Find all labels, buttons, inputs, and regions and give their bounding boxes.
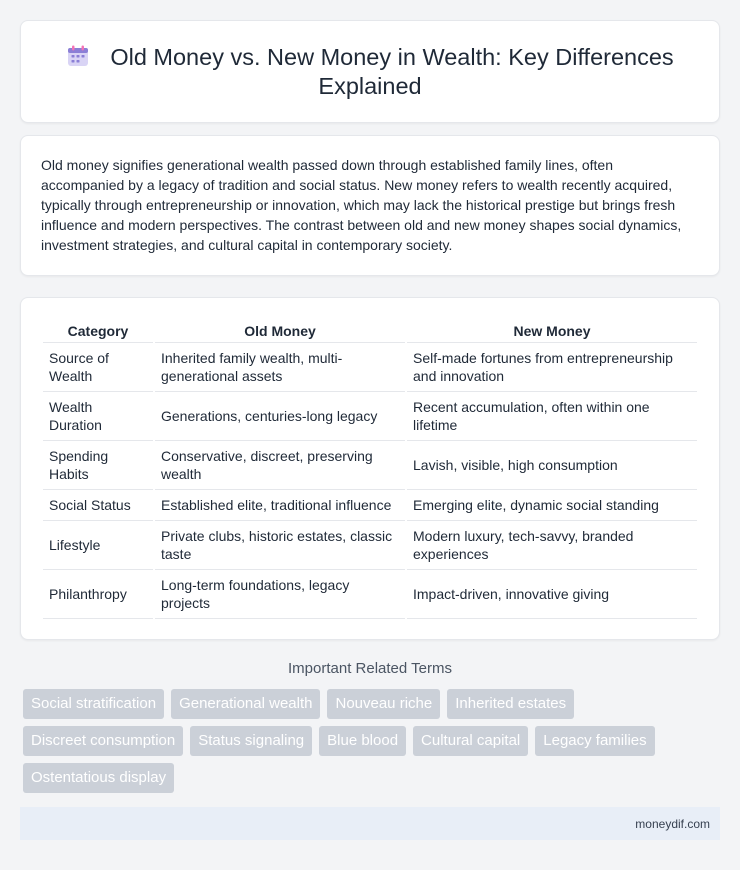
cell-new-money: Self-made fortunes from entrepreneurship and innovation (407, 343, 697, 392)
page-title-text: Old Money vs. New Money in Wealth: Key Differences Explained (110, 43, 674, 99)
cell-new-money: Recent accumulation, often within one lifetime (407, 392, 697, 441)
cell-category: Wealth Duration (43, 392, 153, 441)
term-chip-cultural-capital[interactable]: Cultural capital (413, 726, 528, 756)
related-terms-list (20, 689, 720, 793)
term-chip-status-signaling[interactable]: Status signaling (190, 726, 312, 756)
title-card (20, 20, 720, 123)
intro-card (20, 135, 720, 276)
footer (20, 807, 720, 840)
related-terms-section (20, 640, 720, 793)
header-old-money: Old Money (155, 318, 405, 343)
term-chip-social-stratification[interactable]: Social stratification (23, 689, 164, 719)
table-row (43, 521, 697, 570)
term-chip-discreet-consumption[interactable]: Discreet consumption (23, 726, 183, 756)
intro-paragraph: Old money signifies generational wealth passed down through established family lines, often accompanied by a legacy of tradition and social status. New money refers to wealth recently acquired, typically through entrepreneurship or innovation, which may lack the historical prestige but brings fresh influence and modern perspectives. The contrast between old and new money shapes social dynamics, investment strategies, and cultural capital in contemporary society. (41, 157, 682, 253)
term-chip-inherited-estates[interactable]: Inherited estates (447, 689, 574, 719)
cell-old-money: Conservative, discreet, preserving wealth (155, 441, 405, 490)
table-row (43, 570, 697, 619)
table-row (43, 441, 697, 490)
cell-new-money: Lavish, visible, high consumption (407, 441, 697, 490)
cell-old-money: Private clubs, historic estates, classic taste (155, 521, 405, 570)
page-title (51, 43, 689, 101)
calendar-icon (66, 44, 90, 68)
cell-old-money: Generations, centuries-long legacy (155, 392, 405, 441)
cell-category: Lifestyle (43, 521, 153, 570)
cell-old-money: Established elite, traditional influence (155, 490, 405, 521)
table-header-row (43, 318, 697, 343)
table-row (43, 490, 697, 521)
term-chip-blue-blood[interactable]: Blue blood (319, 726, 406, 756)
cell-category: Philanthropy (43, 570, 153, 619)
cell-category: Social Status (43, 490, 153, 521)
table-row (43, 392, 697, 441)
term-chip-generational-wealth[interactable]: Generational wealth (171, 689, 320, 719)
header-new-money: New Money (407, 318, 697, 343)
comparison-table-card (20, 297, 720, 640)
comparison-table (41, 318, 699, 619)
cell-category: Source of Wealth (43, 343, 153, 392)
term-chip-nouveau-riche[interactable]: Nouveau riche (327, 689, 440, 719)
cell-new-money: Impact-driven, innovative giving (407, 570, 697, 619)
table-row (43, 343, 697, 392)
cell-old-money: Inherited family wealth, multi-generational assets (155, 343, 405, 392)
term-chip-legacy-families[interactable]: Legacy families (535, 726, 654, 756)
term-chip-ostentatious-display[interactable]: Ostentatious display (23, 763, 174, 793)
cell-category: Spending Habits (43, 441, 153, 490)
cell-old-money: Long-term foundations, legacy projects (155, 570, 405, 619)
header-category: Category (43, 318, 153, 343)
related-terms-heading: Important Related Terms (288, 660, 452, 677)
footer-site-link[interactable]: moneydif.com (635, 816, 710, 831)
cell-new-money: Emerging elite, dynamic social standing (407, 490, 697, 521)
cell-new-money: Modern luxury, tech-savvy, branded experiences (407, 521, 697, 570)
